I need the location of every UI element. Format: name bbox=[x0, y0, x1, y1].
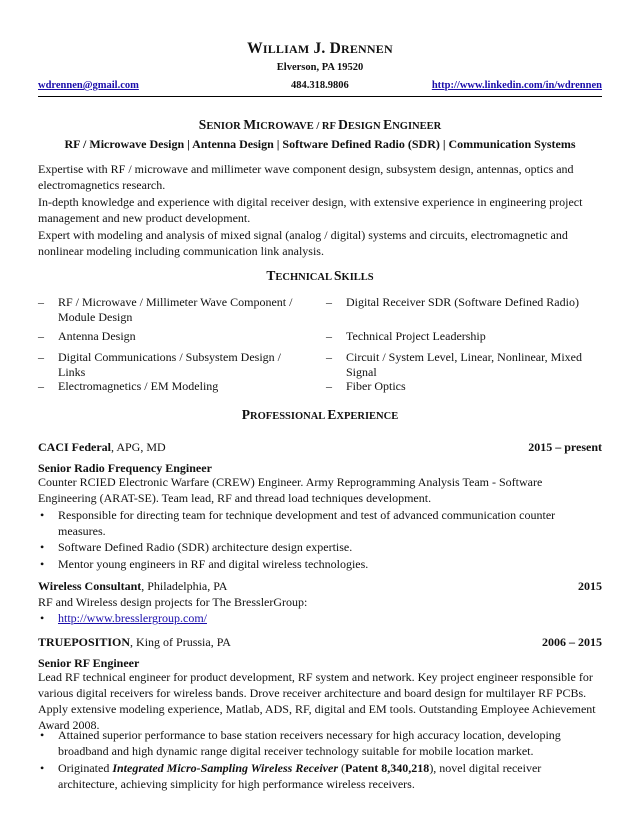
contact-line bbox=[38, 80, 602, 94]
specialties-line: RF / Microwave Design | Antenna Design | Software Defined Radio (SDR) | Communication Systems bbox=[64, 137, 576, 151]
email-link[interactable]: wdrennen@gmail.com bbox=[38, 80, 139, 91]
job-dates: 2015 – present bbox=[528, 440, 602, 454]
location: Elverson, PA 19520 bbox=[276, 62, 364, 73]
job-description: Lead RF technical engineer for product development, RF system and network. Key project engineer responsible for various digital receivers for wireless bands. Drove receiver architecture and board design for multilayer RF PCBs. Apply extensive modeling experience, Matlab, ADS, RF, digital and EM tools. Outstanding Employee Achievement Award 2008. bbox=[38, 670, 596, 732]
candidate-name: WILLIAM J. DRENNEN bbox=[247, 40, 393, 57]
job-header-trueposition bbox=[38, 635, 602, 650]
summary-paragraph-1: Expertise with RF / microwave and millimeter wave component design, subsystem design, antennas, optics and electromagnetics research. bbox=[38, 162, 574, 192]
bresslergroup-link[interactable]: http://www.bresslergroup.com/ bbox=[58, 611, 207, 625]
job-role: Senior RF Engineer bbox=[38, 656, 140, 670]
professional-experience-heading: PROFESSIONAL EXPERIENCE bbox=[241, 407, 399, 422]
company-location: , Philadelphia, PA bbox=[141, 579, 228, 593]
professional-title: SENIOR MICROWAVE / RF DESIGN ENGINEER bbox=[198, 117, 442, 132]
summary-paragraph-3: Expert with modeling and analysis of mixed signal (analog / digital) systems and circuits, electromagnetic and nonlinear modeling including communication link analysis. bbox=[38, 228, 568, 258]
job-role: Senior Radio Frequency Engineer bbox=[38, 461, 212, 475]
company-location: , APG, MD bbox=[110, 440, 166, 454]
job-header-caci bbox=[38, 440, 602, 455]
job-dates: 2015 bbox=[578, 579, 602, 593]
linkedin-link[interactable]: http://www.linkedin.com/in/wdrennen bbox=[431, 80, 602, 91]
company-location: , King of Prussia, PA bbox=[130, 635, 231, 649]
technical-skills-heading: TECHNICAL SKILLS bbox=[266, 268, 374, 283]
header-divider bbox=[38, 96, 602, 97]
company-name: Wireless Consultant bbox=[38, 579, 142, 593]
company-name: TRUEPOSITION bbox=[38, 635, 131, 649]
summary-paragraph-2: In-depth knowledge and experience with digital receiver design, with extensive experience in engineering project management and new product development. bbox=[38, 195, 583, 225]
phone-number: 484.318.9806 bbox=[291, 80, 349, 91]
job-dates: 2006 – 2015 bbox=[542, 635, 602, 649]
job-header-consultant bbox=[38, 579, 602, 594]
company-name: CACI Federal bbox=[38, 440, 111, 454]
job-description: Counter RCIED Electronic Warfare (CREW) Engineer. Army Reprogramming Analysis Team - Software Engineering (ARAT-SE). Team lead, RF and thread load techniques development. bbox=[38, 475, 543, 505]
job-description: RF and Wireless design projects for The BresslerGroup: bbox=[38, 595, 308, 609]
